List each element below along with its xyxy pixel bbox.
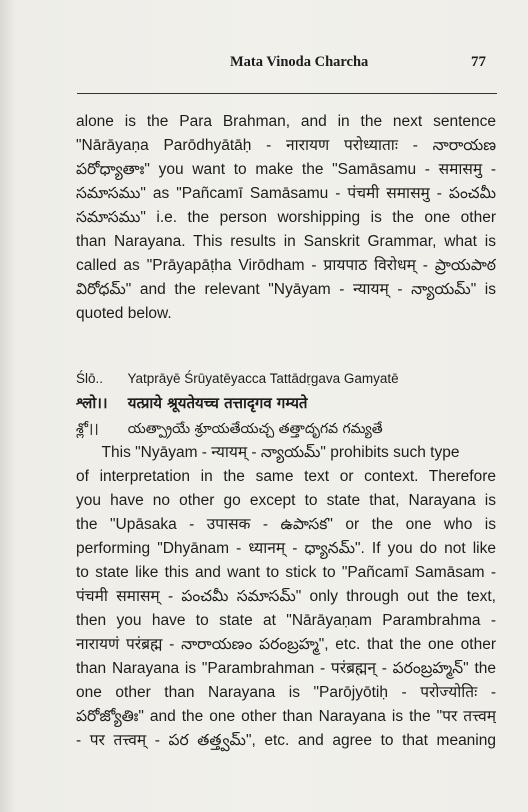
text-line: than Narayana. This results in Sanskrit Grammar, what is: [76, 233, 496, 250]
text-line: नारायणं परंब्रह्म - నారాయణం పరంబ్రహ్మ", etc. that the one other: [76, 636, 496, 653]
text-line: you have no other go except to state that, Narayana is: [76, 492, 496, 509]
text-line: one other than Narayana is "Parōjyōtiḥ - परोज्योतिः -: [76, 684, 496, 701]
paragraph-1: [76, 110, 496, 326]
text-line: పరోధ్యాతాః" you want to make the "Samāsamu - समासमु -: [76, 161, 496, 178]
verse-block: [76, 366, 496, 441]
header-rule: [77, 93, 497, 94]
text-line: This "Nyāyam - न्यायम् - న్యాయమ్" prohibits such type: [76, 444, 460, 461]
text-line: then you have to state at "Nārāyaṇam Parambrahma -: [76, 612, 496, 629]
text-line: of interpretation in the same text or context. Therefore: [76, 468, 496, 485]
text-line: quoted below.: [76, 305, 172, 322]
page-number: 77: [471, 54, 486, 70]
verse-devanagari: [76, 391, 496, 416]
text-line: पंचमी समासम् - పంచమీ సమాసమ్" only through out the text,: [76, 588, 496, 605]
text-line: performing "Dhyānam - ध्यानम् - ధ్యానమ్". If you do not like: [76, 540, 496, 557]
text-line: than Narayana is "Parambrahman - परंब्रह्मन् - పరంబ్రహ్మన్" the: [76, 660, 496, 677]
text-line: the "Upāsaka - उपासक - ఉపాసక" or the one who is: [76, 516, 496, 533]
text-line: సమాసము" i.e. the person worshipping is the one other: [76, 209, 496, 226]
verse-roman: [76, 366, 496, 391]
text-line: to state like this and want to stick to "Pañcamī Samāsam -: [76, 564, 496, 581]
text-line: సమాసము" as "Pañcamī Samāsamu - पंचमी समासमु - పంచమీ: [76, 185, 496, 202]
text-line: పరోజ్యోతిః" and the one other than Narayana is the "पर तत्त्वम्: [76, 708, 496, 725]
verse-telugu: [76, 416, 496, 441]
verse-label: श्लो।।: [76, 394, 108, 412]
running-title: Mata Vinoda Charcha: [230, 54, 369, 70]
text-line: విరోధమ్" and the relevant "Nyāyam - न्यायम् - న్యాయమ్" is: [76, 281, 496, 298]
page-header: [0, 54, 528, 74]
verse-text: యత్ప్రాయే శ్రూయతేయచ్చ తత్తాదృగవ గమ్యతే: [127, 421, 383, 437]
verse-text: Yatprāyē Śrūyatēyacca Tattādṛgava Gamyatē: [127, 371, 399, 386]
text-line: alone is the Para Brahman, and in the next sentence: [76, 113, 496, 130]
text-line: called as "Prāyapāṭha Virōdham - प्रायपाठ विरोधम् - ప్రాయపాఠ: [76, 257, 496, 274]
verse-label: శ్లో।।: [76, 421, 99, 437]
verse-label: Ślō..: [76, 371, 104, 386]
text-line: - पर तत्त्वम् - పర తత్త్వమ్", etc. and agree to that meaning: [76, 732, 496, 749]
text-line: "Nārāyaṇa Parōdhyātāḥ - नारायण परोध्याताः - నారాయణ: [76, 137, 496, 154]
verse-text: यत्प्राये श्रूयतेयच्च तत्तादृगव गम्यते: [127, 394, 308, 412]
paragraph-2: [76, 441, 496, 753]
